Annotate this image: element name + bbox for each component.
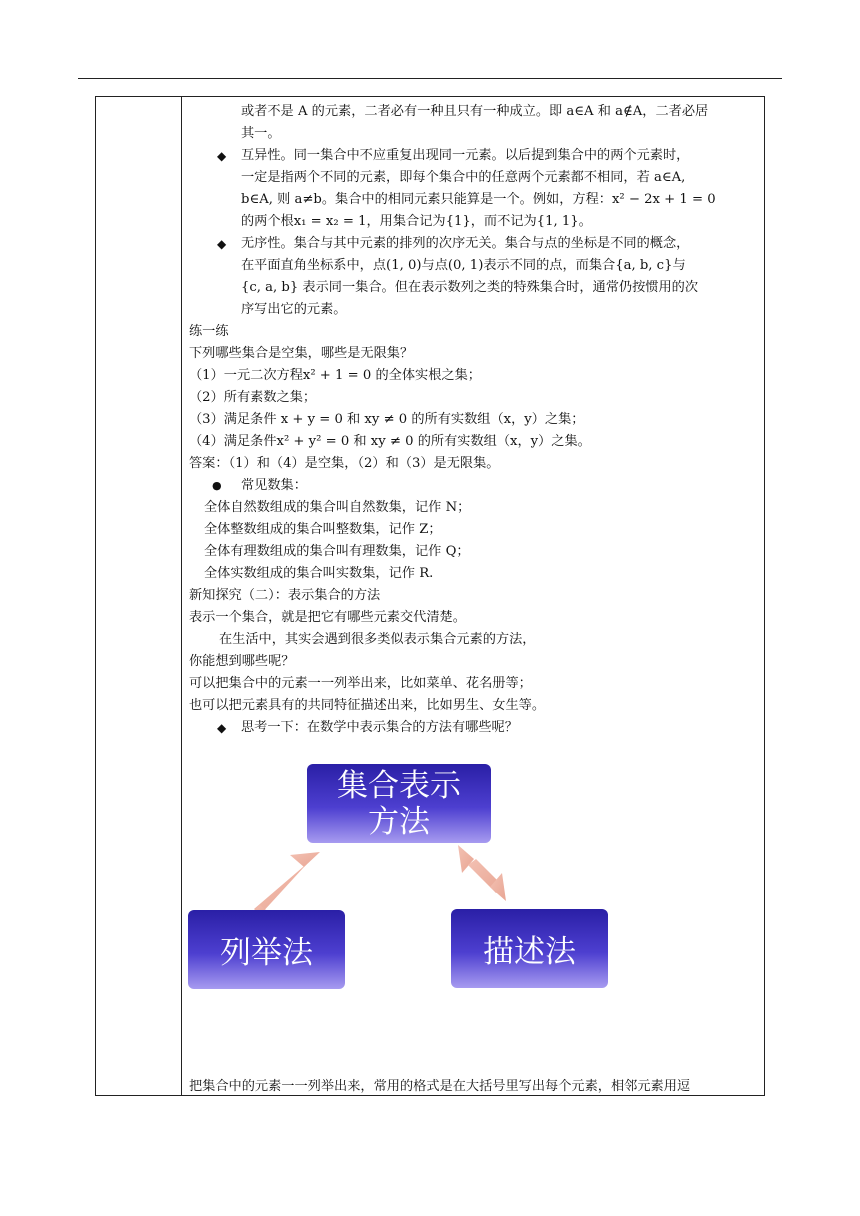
node-description-method: 描述法: [451, 909, 608, 988]
text-line: 在平面直角坐标系中，点(1, 0)与点(0, 1)表示不同的点，而集合{a, b, c}与: [241, 258, 686, 273]
header-rule: [78, 78, 782, 79]
exercise-item: （4）满足条件x² + y² = 0 和 xy ≠ 0 的所有实数组（x，y）之集。: [189, 434, 591, 449]
text-line: 全体有理数组成的集合叫有理数集，记作 Q；: [204, 544, 470, 559]
text-line: 常见数集：: [241, 478, 307, 493]
text-line: b∈A, 则 a≠b。集合中的相同元素只能算是一个。例如，方程：x² − 2x + 1 = 0: [241, 192, 716, 207]
text-line: 序写出它的元素。: [241, 302, 347, 317]
answer-line: 答案：（1）和（4）是空集，（2）和（3）是无限集。: [189, 456, 500, 471]
text-line: 下列哪些集合是空集，哪些是无限集？: [189, 346, 414, 361]
text-line: 把集合中的元素一一列举出来，常用的格式是在大括号里写出每个元素，相邻元素用逗: [189, 1079, 691, 1094]
text-line: 全体自然数组成的集合叫自然数集，记作 N；: [204, 500, 471, 515]
text-line: 可以把集合中的元素一一列举出来，比如菜单、花名册等；: [189, 676, 532, 691]
text-line: 互异性。同一集合中不应重复出现同一元素。以后提到集合中的两个元素时，: [241, 148, 690, 163]
text-line: 无序性。集合与其中元素的排列的次序无关。集合与点的坐标是不同的概念，: [241, 236, 690, 251]
text-line: 一定是指两个不同的元素，即每个集合中的任意两个元素都不相同，若 a∈A,: [241, 170, 686, 185]
text-line: {c, a, b} 表示同一集合。但在表示数列之类的特殊集合时，通常仍按惯用的次: [241, 280, 699, 295]
node-set-representation-methods: [307, 764, 491, 843]
exercise-item: （3）满足条件 x + y = 0 和 xy ≠ 0 的所有实数组（x，y）之集；: [189, 412, 585, 427]
text-line: 全体整数组成的集合叫整数集，记作 Z；: [204, 522, 442, 537]
think-item: [189, 717, 761, 739]
property-item-unordered: [189, 233, 761, 255]
text-line: 全体实数组成的集合叫实数集，记作 R.: [204, 566, 434, 581]
text-line: 或者不是 A 的元素，二者必有一种且只有一种成立。即 a∈A 和 a∉A，二者必居: [241, 104, 709, 119]
section-heading-explore: 新知探究（二）：表示集合的方法: [189, 588, 381, 603]
text-line: 的两个根x₁ = x₂ = 1，用集合记为{1}，而不记为{1, 1}。: [241, 214, 592, 229]
node-label-line: 方法: [368, 803, 430, 840]
exercise-item: （1）一元二次方程x² + 1 = 0 的全体实根之集；: [189, 368, 481, 383]
common-number-sets-item: [189, 475, 761, 497]
section-heading-practice: 练一练: [189, 324, 229, 339]
node-label-line: 集合表示: [337, 767, 461, 804]
set-representation-diagram: [186, 763, 626, 998]
diamond-bullet-icon: ◆: [217, 237, 227, 251]
text-line: 思考一下：在数学中表示集合的方法有哪些呢？: [241, 720, 518, 735]
exercise-item: （2）所有素数之集；: [189, 390, 317, 405]
text-line: 在生活中，其实会遇到很多类似表示集合元素的方法，: [219, 632, 536, 647]
property-item-distinctness: [189, 145, 761, 167]
text-line: 表示一个集合，就是把它有哪些元素交代清楚。: [189, 610, 466, 625]
table-column-divider: [181, 96, 182, 1096]
circle-bullet-icon: ●: [212, 479, 222, 492]
diamond-bullet-icon: ◆: [217, 149, 227, 163]
diamond-bullet-icon: ◆: [217, 721, 227, 735]
text-line: 你能想到哪些呢？: [189, 654, 295, 669]
node-enumeration-method: 列举法: [188, 910, 345, 989]
text-line: 其一。: [241, 126, 281, 141]
double-arrow-right-icon: [458, 845, 506, 901]
lesson-content: [189, 101, 761, 739]
text-line: 也可以把元素具有的共同特征描述出来，比如男生、女生等。: [189, 698, 546, 713]
